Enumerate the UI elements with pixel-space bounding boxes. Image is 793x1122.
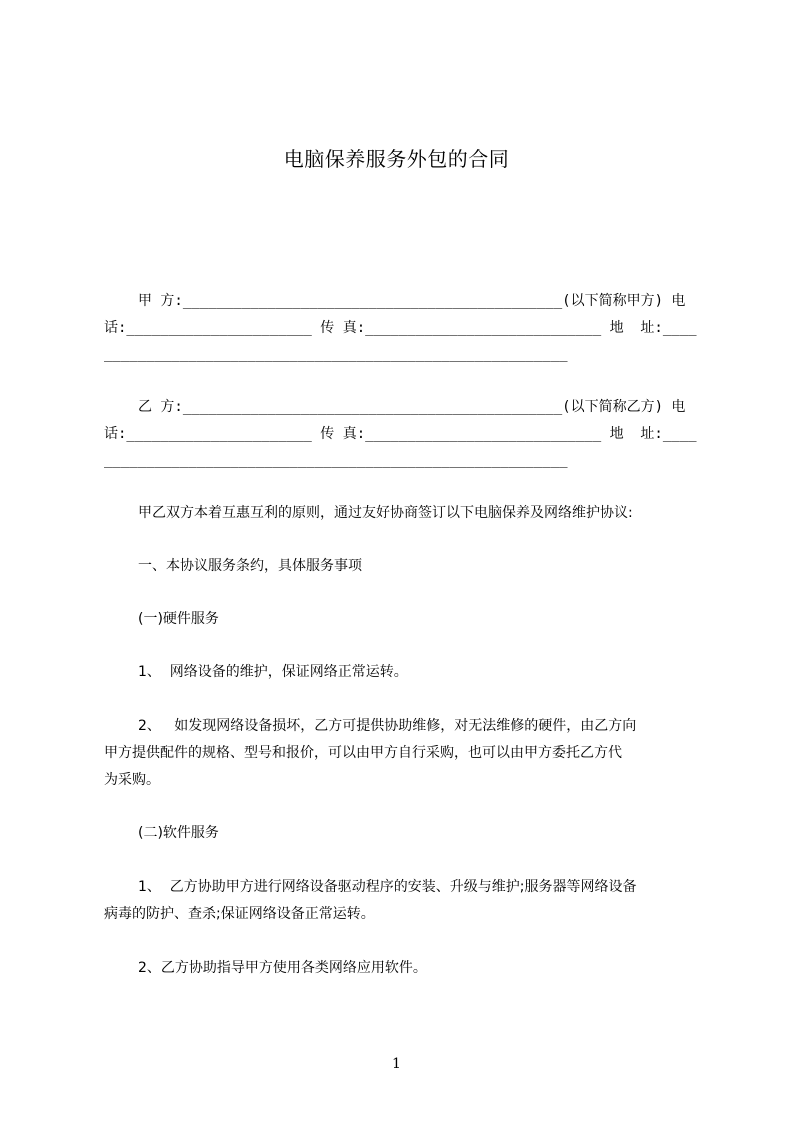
party-a-line-2: 话:______________________ 传 真:____________________________ 地 址:____ [104, 320, 697, 336]
party-b-line-2: 话:______________________ 传 真:____________________________ 地 址:____ [104, 426, 697, 442]
software-item-1-line-2: 病毒的防护、查杀;保证网络设备正常运转。 [104, 906, 375, 922]
section-1-heading: 一、本协议服务条约，具体服务事项 [138, 558, 362, 574]
software-heading: (二)软件服务 [138, 825, 219, 841]
party-a-line-1: 甲 方:_____________________________________________(以下简称甲方) 电 [138, 293, 686, 309]
party-b-line-3: _______________________________________________________ [104, 452, 568, 468]
page-number: 1 [392, 1056, 401, 1072]
hardware-item-2-line-2: 甲方提供配件的规格、型号和报价，可以由甲方自行采购，也可以由甲方委托乙方代 [104, 745, 622, 761]
intro-paragraph: 甲乙双方本着互惠互利的原则，通过友好协商签订以下电脑保养及网络维护协议: [138, 505, 633, 521]
hardware-item-2-line-1: 2、 如发现网络设备损坏，乙方可提供协助维修，对无法维修的硬件，由乙方向 [138, 718, 637, 734]
hardware-item-2-line-3: 为采购。 [104, 772, 160, 788]
party-b-line-1: 乙 方:_____________________________________________(以下简称乙方) 电 [138, 399, 686, 415]
software-item-2: 2、乙方协助指导甲方使用各类网络应用软件。 [138, 960, 427, 976]
hardware-item-1: 1、 网络设备的维护，保证网络正常运转。 [138, 664, 408, 680]
document-title: 电脑保养服务外包的合同 [283, 147, 510, 171]
hardware-heading: (一)硬件服务 [138, 611, 219, 627]
party-a-line-3: _______________________________________________________ [104, 346, 568, 362]
software-item-1-line-1: 1、 乙方协助甲方进行网络设备驱动程序的安装、升级与维护;服务器等网络设备 [138, 879, 637, 895]
